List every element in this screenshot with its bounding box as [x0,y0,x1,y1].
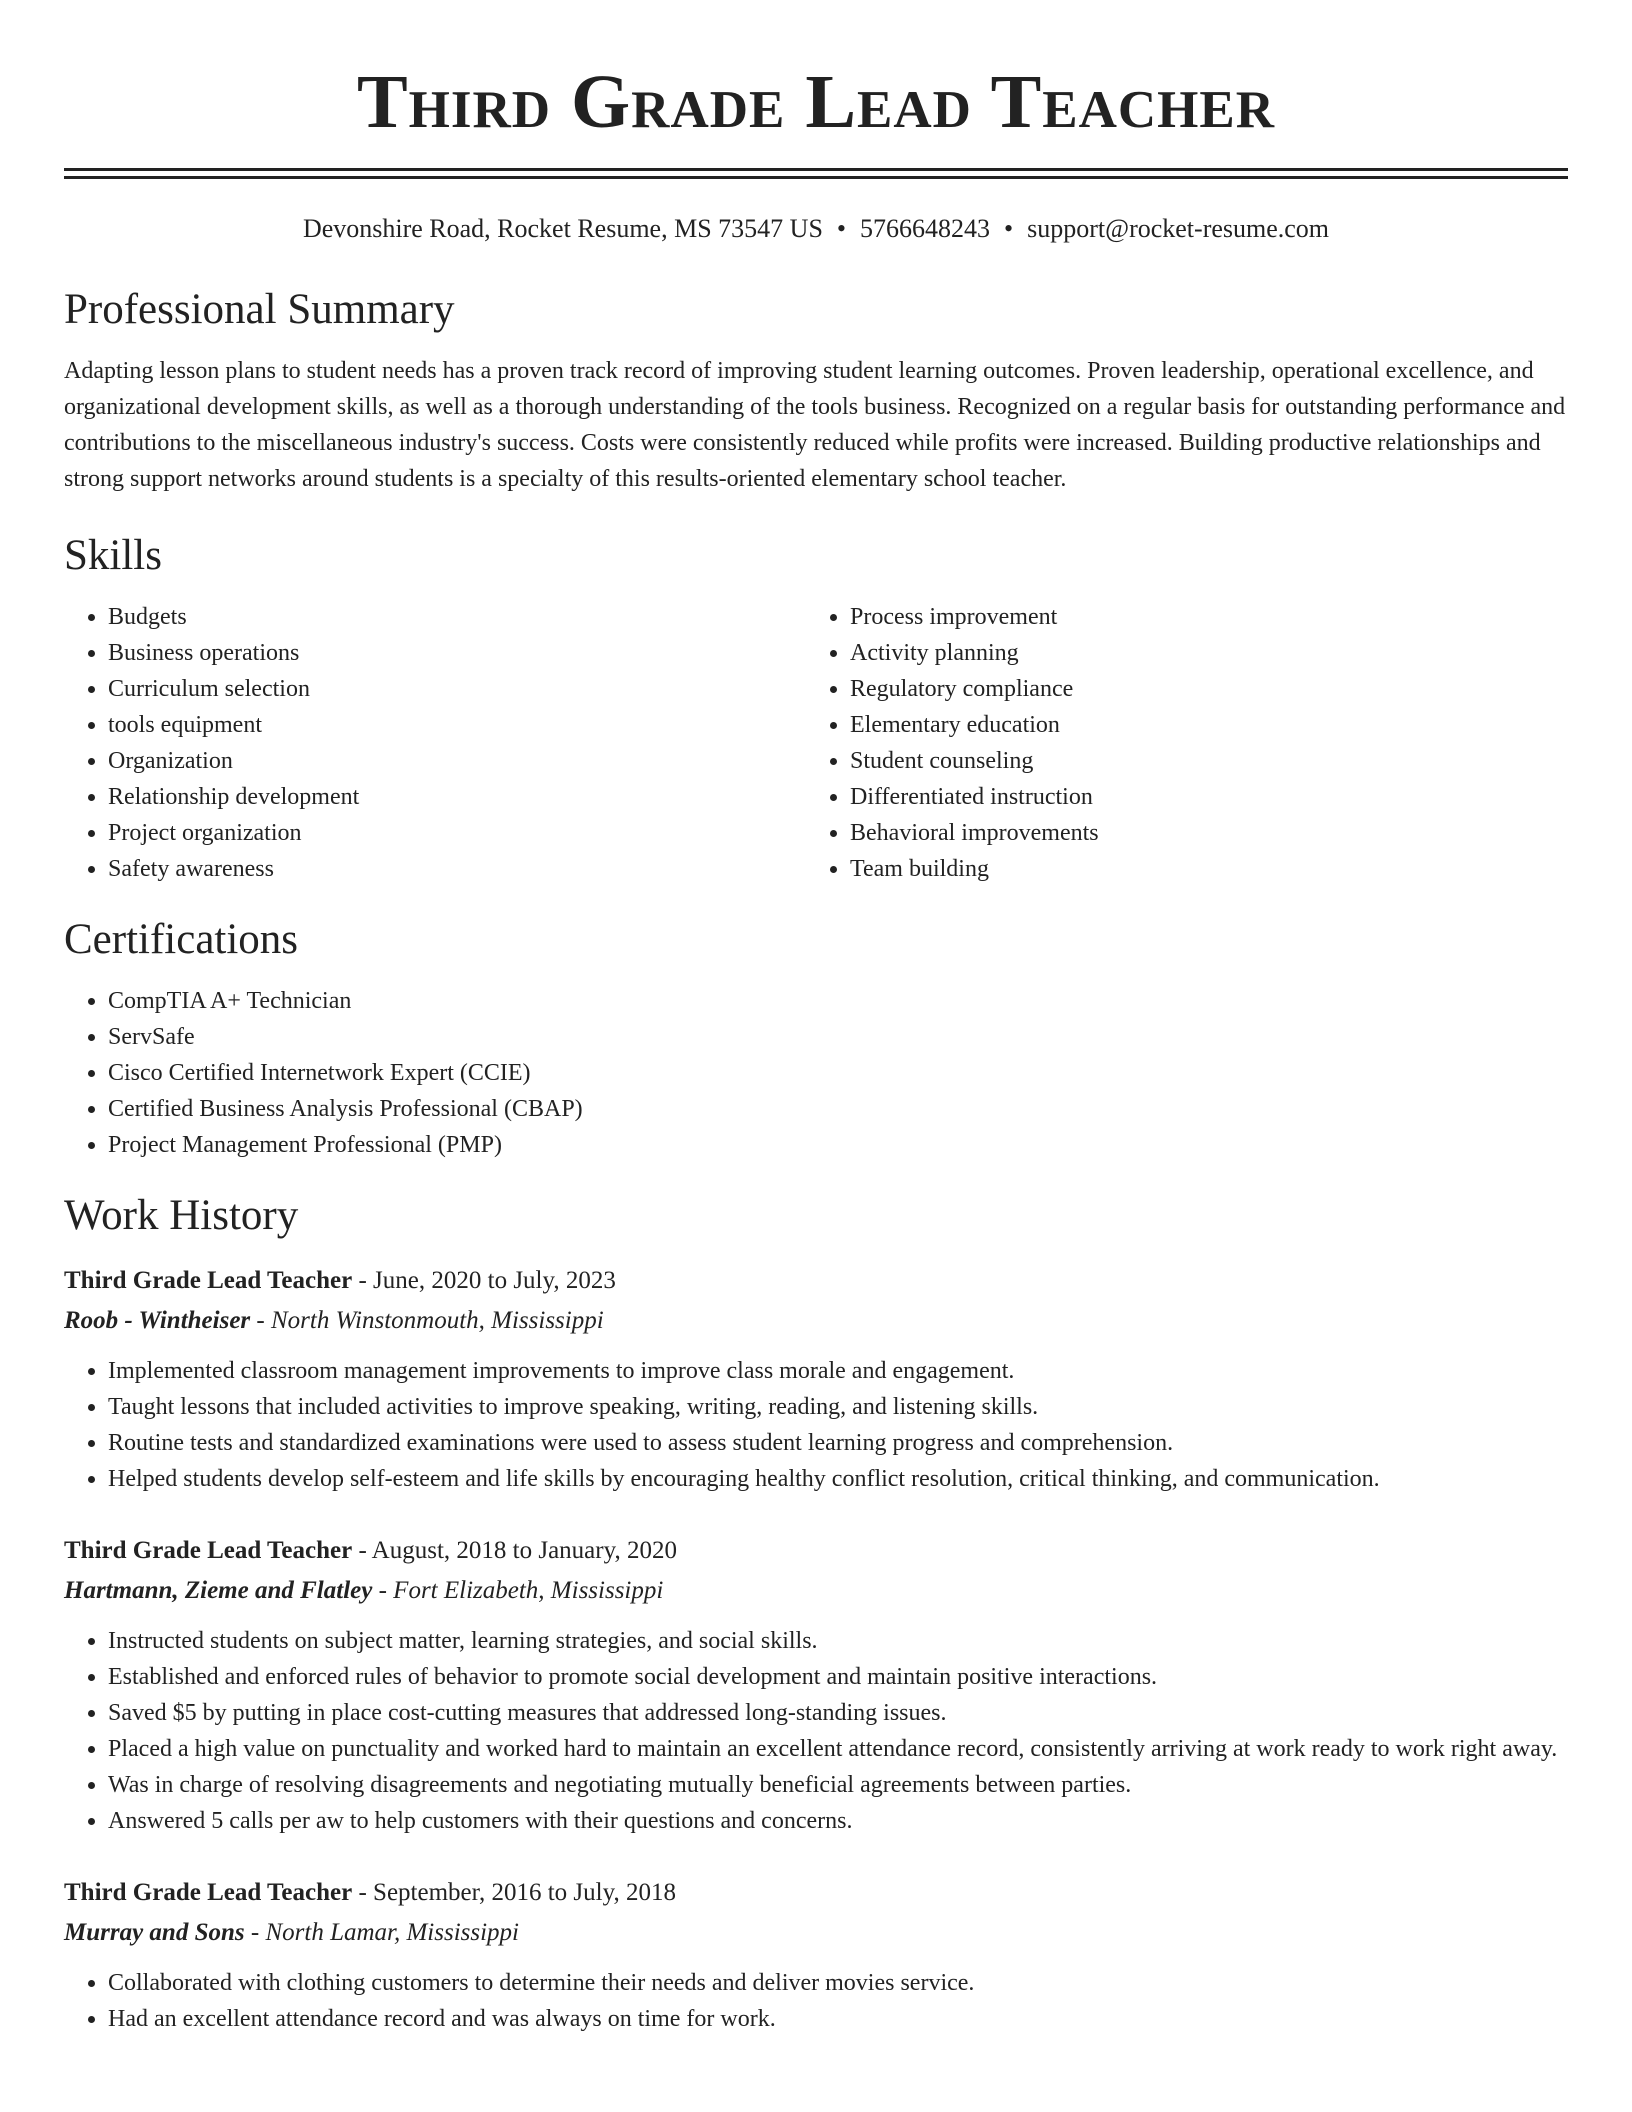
skills-grid [64,599,1568,887]
job-title-line [64,1261,1568,1301]
job-entry [64,1261,1568,1497]
skills-heading: Skills [64,532,162,579]
job-title: Third Grade Lead Teacher [64,1879,353,1906]
skill-item: • Student counseling [850,743,1548,779]
skill-item: • Safety awareness [108,851,806,887]
job-title: Third Grade Lead Teacher [64,1537,353,1564]
job-duty-item: • Collaborated with clothing customers to determine their needs and deliver movies service. [108,1965,1568,2001]
skills-list-left [64,599,806,887]
job-duty-item: • Helped students develop self-esteem and life skills by encouraging healthy conflict resolution, critical thinking, and communication. [108,1461,1568,1497]
job-company: Hartmann, Zieme and Flatley [64,1577,373,1604]
job-duty-item: • Had an excellent attendance record and was always on time for work. [108,2001,1568,2037]
job-title: Third Grade Lead Teacher [64,1267,353,1294]
job-location: - Fort Elizabeth, Mississippi [372,1577,664,1604]
job-entry [64,1531,1568,1839]
contact-phone: 5766648243 [860,214,991,243]
summary-text: Adapting lesson plans to student needs has a proven track record of improving student learning outcomes. Proven leadership, operational excellence, and organizational development skills, as well as a thorough understanding of the tools business. Recognized on a regular basis for outstanding performance and contributions to the miscellaneous industry's success. Costs were consistently reduced while profits were increased. Building productive relationships and strong support networks around students is a specialty of this results-oriented elementary school teacher. [64,358,1566,492]
certification-item: • Project Management Professional (PMP) [108,1127,1568,1163]
certifications-list [64,983,1568,1163]
skill-item: • Activity planning [850,635,1548,671]
job-duties-list [64,1353,1568,1497]
job-duty-item: • Implemented classroom management improvements to improve class morale and engagement. [108,1353,1568,1389]
job-duty-item: • Answered 5 calls per aw to help customers with their questions and concerns. [108,1803,1568,1839]
job-duty-item: • Established and enforced rules of behavior to promote social development and maintain positive interactions. [108,1659,1568,1695]
summary-heading: Professional Summary [64,286,455,333]
contact-separator: • [1004,214,1014,243]
skills-list-right [806,599,1548,887]
skill-item: • Elementary education [850,707,1548,743]
skill-item: • Curriculum selection [108,671,806,707]
skill-item: • Team building [850,851,1548,887]
job-entry [64,1873,1568,2037]
job-location: - North Winstonmouth, Mississippi [250,1307,604,1334]
job-duties-list [64,1623,1568,1839]
job-duty-item: • Saved $5 by putting in place cost-cutting measures that addressed long-standing issues. [108,1695,1568,1731]
resume-title: Third Grade Lead Teacher [356,60,1276,144]
skill-item: • Business operations [108,635,806,671]
job-title-line [64,1873,1568,1913]
job-duty-item: • Instructed students on subject matter, learning strategies, and social skills. [108,1623,1568,1659]
skill-item: • Organization [108,743,806,779]
job-duties-list [64,1965,1568,2037]
certification-item: • CompTIA A+ Technician [108,983,1568,1019]
skill-item: • tools equipment [108,707,806,743]
certification-item: • Certified Business Analysis Professional (CBAP) [108,1091,1568,1127]
skill-item: • Differentiated instruction [850,779,1548,815]
job-company-line [64,1301,1568,1341]
job-location: - North Lamar, Mississippi [244,1919,520,1946]
skill-item: • Regulatory compliance [850,671,1548,707]
job-company-line [64,1913,1568,1953]
job-title-line [64,1531,1568,1571]
skill-item: • Process improvement [850,599,1548,635]
certification-item: • ServSafe [108,1019,1568,1055]
job-duty-item: • Routine tests and standardized examinations were used to assess student learning progress and comprehension. [108,1425,1568,1461]
job-dates: - August, 2018 to January, 2020 [352,1537,677,1564]
job-duty-item: • Was in charge of resolving disagreements and negotiating mutually beneficial agreements between parties. [108,1767,1568,1803]
contact-line [64,213,1568,245]
skill-item: • Budgets [108,599,806,635]
certification-item: • Cisco Certified Internetwork Expert (CCIE) [108,1055,1568,1091]
skill-item: • Project organization [108,815,806,851]
job-company-line [64,1571,1568,1611]
job-dates: - September, 2016 to July, 2018 [352,1879,676,1906]
job-duty-item: • Placed a high value on punctuality and worked hard to maintain an excellent attendance record, consistently arriving at work ready to work right away. [108,1731,1568,1767]
skill-item: • Relationship development [108,779,806,815]
job-company: Roob - Wintheiser [64,1307,251,1334]
contact-separator: • [836,214,847,243]
job-duty-item: • Taught lessons that included activities to improve speaking, writing, reading, and listening skills. [108,1389,1568,1425]
title-divider [64,168,1568,179]
skill-item: • Behavioral improvements [850,815,1548,851]
work-history-heading: Work History [64,1192,299,1239]
certifications-heading: Certifications [64,916,299,963]
contact-address: Devonshire Road, Rocket Resume, MS 73547 US [302,214,823,243]
job-company: Murray and Sons [64,1919,245,1946]
contact-email: support@rocket-resume.com [1027,214,1330,243]
job-dates: - June, 2020 to July, 2023 [352,1267,616,1294]
